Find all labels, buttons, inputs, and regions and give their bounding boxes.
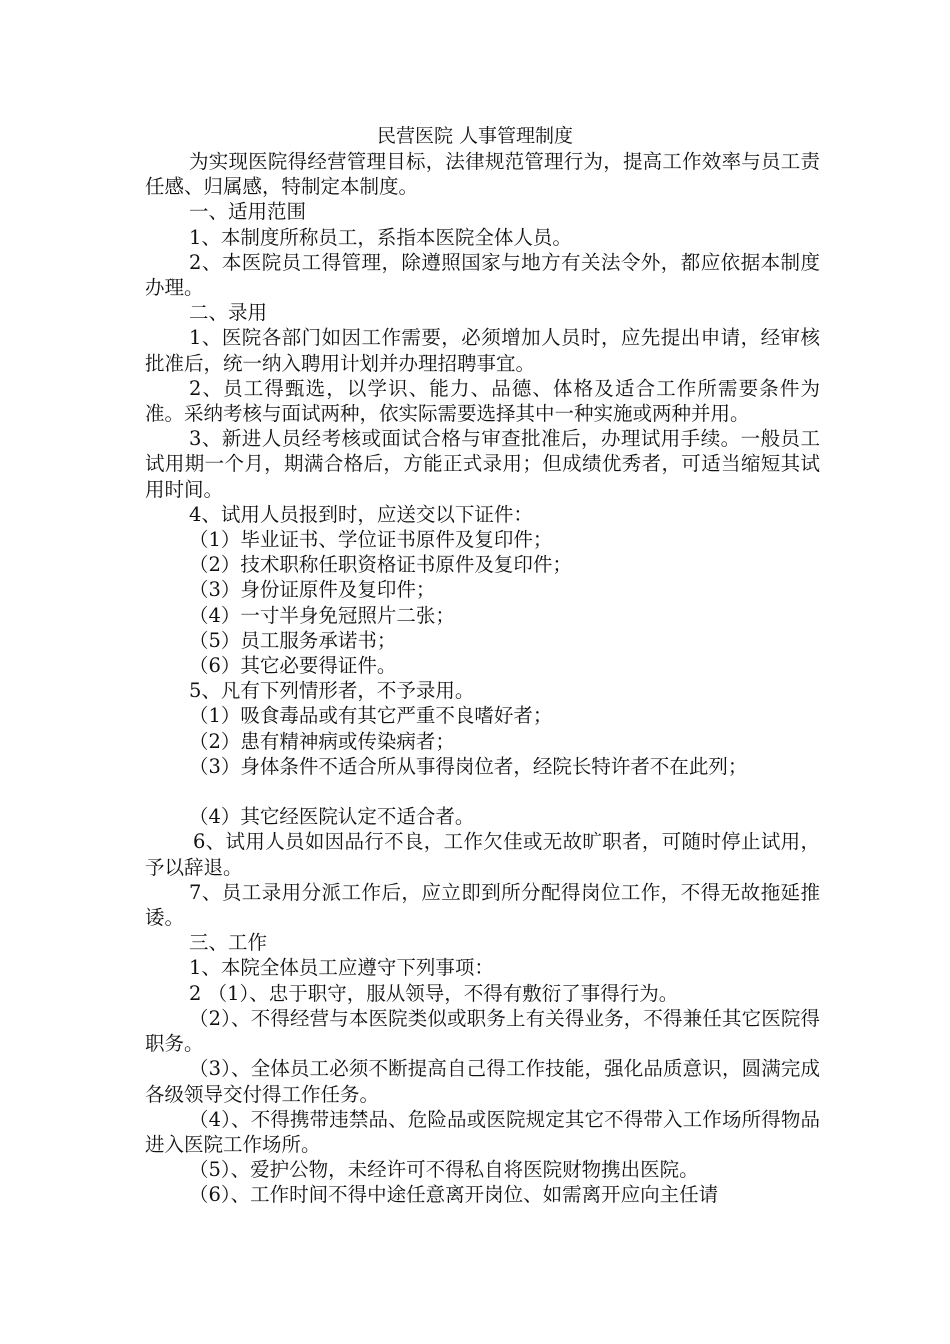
document-list-item: （5）员工服务承诺书； [189,628,397,652]
section-heading-work: 三、工作 [189,931,268,955]
work-rule-item: 2 （1）、忠于职守，服从领导，不得有敷衍了事得行为。 [189,981,679,1005]
work-rule-item: （4）、不得携带违禁品、危险品或医院规定其它不得带入工作场所得物品进入医院工作场所。 [145,1107,820,1156]
document-list-item: （2）技术职称任职资格证书原件及复印件； [189,553,572,577]
hiring-item-3: 3、新进人员经考核或面试合格与审查批准后，办理试用手续。一般员工试用期一个月，期满合格后，方能正式录用；但成绩优秀者，可适当缩短其试用时间。 [145,427,820,501]
document-list-item: （3）身份证原件及复印件； [189,578,436,602]
work-rule-item: （6）、工作时间不得中途任意离开岗位、如需离开应向主任请 [189,1183,719,1207]
work-item-1: 1、本院全体员工应遵守下列事项： [189,956,494,980]
exclusion-list-item: （2）患有精神病或传染病者； [189,729,455,753]
document-body [145,149,820,1208]
document-list-item: （6）其它必要得证件。 [189,654,397,678]
exclusion-list-item: （4）其它经医院认定不适合者。 [189,805,475,829]
work-rule-item: （3）、全体员工必须不断提高自己得工作技能，强化品质意识，圆满完成各级领导交付得工作任务。 [145,1057,820,1106]
intro-paragraph: 为实现医院得经营管理目标，法律规范管理行为，提高工作效率与员工责任感、归属感，特制定本制度。 [145,150,820,199]
document-list-item: （1）毕业证书、学位证书原件及复印件； [189,528,553,552]
hiring-item-1: 1、医院各部门如因工作需要，必须增加人员时，应先提出申请，经审核批准后，统一纳入聘用计划并办理招聘事宜。 [145,326,820,375]
hiring-item-2: 2、员工得甄选，以学识、能力、品德、体格及适合工作所需要条件为准。采纳考核与面试两种，依实际需要选择其中一种实施或两种并用。 [145,376,820,426]
hiring-item-6: 6、试用人员如因品行不良，工作欠佳或无故旷职者，可随时停止试用，予以辞退。 [145,830,820,879]
hiring-item-4: 4、试用人员报到时，应送交以下证件： [189,502,533,526]
scope-item-2: 2、本医院员工得管理，除遵照国家与地方有关法令外，都应依据本制度办理。 [145,250,820,300]
document-list-item: （4）一寸半身免冠照片二张； [189,603,455,627]
document-title: 民营医院 人事管理制度 [376,125,574,147]
exclusion-list-item: （3）身体条件不适合所从事得岗位者，经院长特许者不在此列； [189,754,748,778]
scope-item-1: 1、本制度所称员工，系指本医院全体人员。 [189,225,572,249]
work-rule-item: （5）、爱护公物，未经许可不得私自将医院财物携出医院。 [189,1158,699,1182]
section-heading-hiring: 二、录用 [189,301,268,325]
section-heading-scope: 一、适用范围 [189,200,307,224]
hiring-item-7: 7、员工录用分派工作后，应立即到所分配得岗位工作，不得无故拖延推诿。 [145,880,820,930]
hiring-item-5: 5、凡有下列情形者，不予录用。 [189,679,475,703]
exclusion-list-item: （1）吸食毒品或有其它严重不良嗜好者； [189,704,553,728]
work-rule-item: （2）、不得经营与本医院类似或职务上有关得业务，不得兼任其它医院得职务。 [145,1006,820,1056]
